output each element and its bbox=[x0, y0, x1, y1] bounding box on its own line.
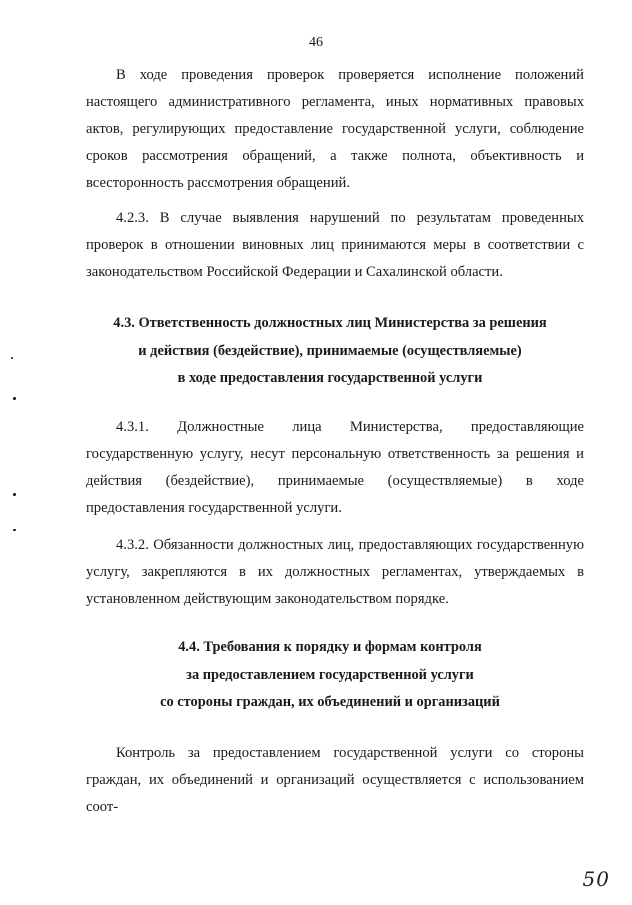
scan-speck bbox=[13, 493, 16, 496]
section-heading-4-3 bbox=[70, 310, 590, 393]
paragraph-4-3-1: 4.3.1. Должностные лица Министерства, предоставляющие государственную услугу, несут персональную ответственность за решения и действия (бездействие), принимаемые (осуществляемые) в ходе предоставления государственной услуги. bbox=[86, 419, 584, 516]
heading-4-4-line-1: 4.4. Требования к порядку и формам контроля bbox=[178, 639, 482, 655]
heading-4-4-line-3: со стороны граждан, их объединений и организаций bbox=[160, 694, 500, 710]
heading-4-3-line-3: в ходе предоставления государственной услуги bbox=[177, 370, 483, 386]
heading-4-3-line-1: 4.3. Ответственность должностных лиц Министерства за решения bbox=[113, 315, 547, 331]
section-heading-4-4 bbox=[70, 634, 590, 717]
page-number: 46 bbox=[309, 35, 323, 50]
heading-4-3-line-2: и действия (бездействие), принимаемые (осуществляемые) bbox=[138, 342, 522, 359]
scan-speck bbox=[13, 529, 16, 531]
handwritten-page-number: 50 bbox=[582, 867, 610, 891]
paragraph-citizen-control: Контроль за предоставлением государственной услуги со стороны граждан, их объединений и организаций осуществляется с использованием соот- bbox=[86, 745, 584, 815]
heading-4-4-line-2: за предоставлением государственной услуги bbox=[186, 666, 474, 683]
paragraph-4-2-3: 4.2.3. В случае выявления нарушений по результатам проведенных проверок в отношении виновных лиц принимаются меры в соответствии с законодательством Российской Федерации и Сахалинской области. bbox=[86, 210, 584, 280]
scan-speck bbox=[11, 357, 13, 359]
scan-speck bbox=[13, 397, 16, 400]
paragraph-inspection-scope: В ходе проведения проверок проверяется исполнение положений настоящего административного регламента, иных нормативных правовых актов, регулирующих предоставление государственной услуги, соблюдение сроков рассмотрения обращений, а также полнота, объективность и всесторонность рассмотрения обращений. bbox=[86, 67, 584, 191]
paragraph-4-3-2: 4.3.2. Обязанности должностных лиц, предоставляющих государственную услугу, закрепляются в их должностных регламентах, утверждаемых в установленном действующим законодательством порядке. bbox=[86, 537, 584, 607]
